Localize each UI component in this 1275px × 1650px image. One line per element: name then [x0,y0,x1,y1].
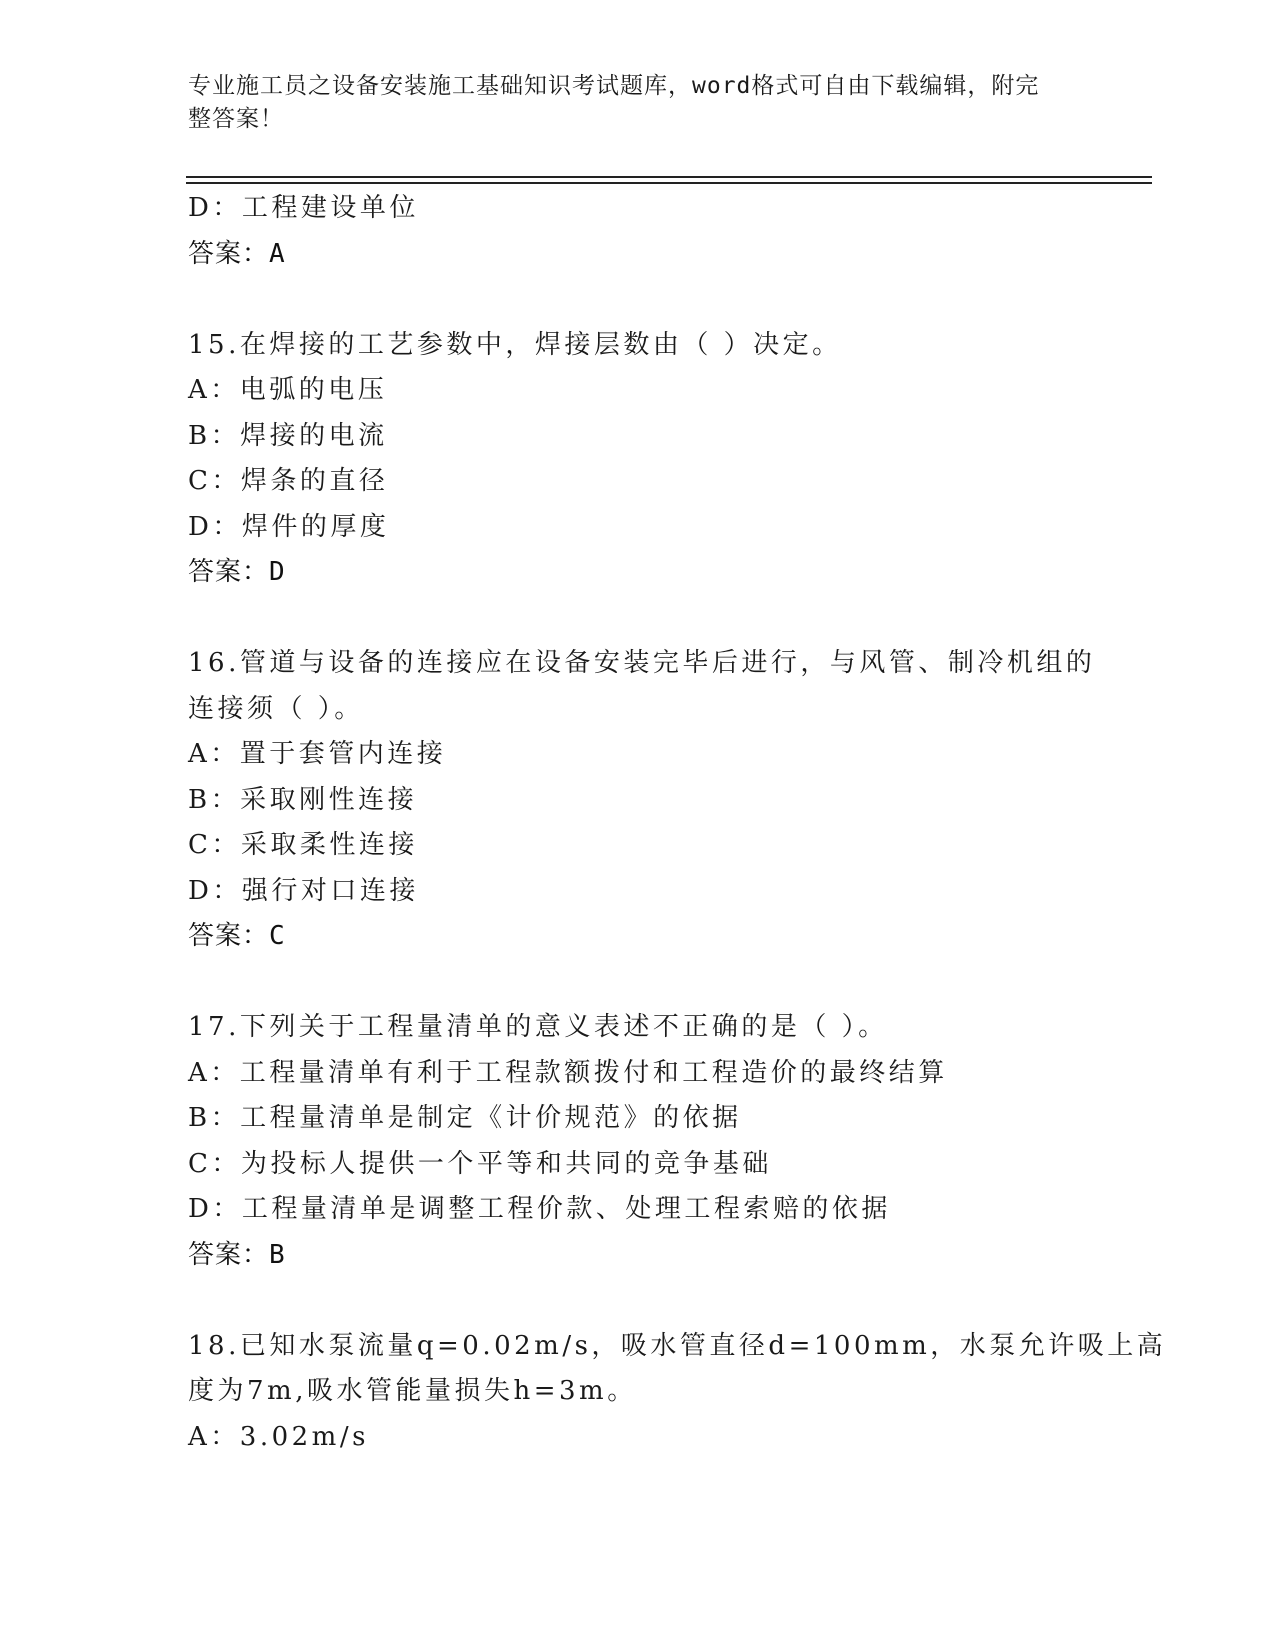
spacer [188,1278,1088,1324]
question-stem: 18.已知水泵流量q=0.02m/s，吸水管直径d=100mm，水泵允许吸上高 [188,1330,1167,1361]
answer: 答案：C [188,921,286,951]
question-stem: 15.在焊接的工艺参数中，焊接层数由（ ）决定。 [188,329,842,360]
question-18 [188,1324,1167,1461]
page-header [188,70,1068,136]
option-b: B：工程量清单是制定《计价规范》的依据 [188,1103,742,1133]
option-b: B：采取刚性连接 [188,784,418,815]
header-line-2: 整答案！ [188,106,284,132]
option-c: C：焊条的直径 [188,466,389,496]
question-16 [188,641,1096,960]
question-stem: 16.管道与设备的连接应在设备安装完毕后进行，与风管、制冷机组的 [188,648,1096,678]
option-d: D：强行对口连接 [188,875,419,906]
question-15 [188,323,1088,596]
header-line-1: 专业施工员之设备安装施工基础知识考试题库，word格式可自由下载编辑，附完 [188,73,1040,99]
question-stem-continued: 度为7m,吸水管能量损失h=3m。 [188,1376,637,1406]
option-a: A：电弧的电压 [188,375,388,405]
option-c: C：采取柔性连接 [188,830,418,860]
option-c: C：为投标人提供一个平等和共同的竞争基础 [188,1148,772,1179]
option-d: D：工程量清单是调整工程价款、处理工程索赔的依据 [188,1194,891,1224]
spacer [188,277,1088,323]
option-a: A：3.02m/s [188,1421,369,1452]
option-a: A：工程量清单有利于工程款额拨付和工程造价的最终结算 [188,1057,948,1088]
prev-option-d: D：工程建设单位 [188,193,419,223]
header-divider-bottom [186,182,1152,184]
answer: 答案：B [188,1239,286,1270]
answer: 答案：D [188,557,286,587]
prev-answer: 答案：A [188,238,286,269]
spacer [188,596,1088,642]
question-stem: 17.下列关于工程量清单的意义表述不正确的是（ ）。 [188,1012,888,1042]
question-17 [188,1005,1088,1278]
header-divider-top [186,176,1152,178]
option-a: A：置于套管内连接 [188,739,447,769]
option-b: B：焊接的电流 [188,420,388,451]
question-list [188,186,1167,1460]
option-d: D：焊件的厚度 [188,511,390,542]
spacer [188,960,1088,1006]
question-stem-continued: 连接须（ ）。 [188,693,364,724]
